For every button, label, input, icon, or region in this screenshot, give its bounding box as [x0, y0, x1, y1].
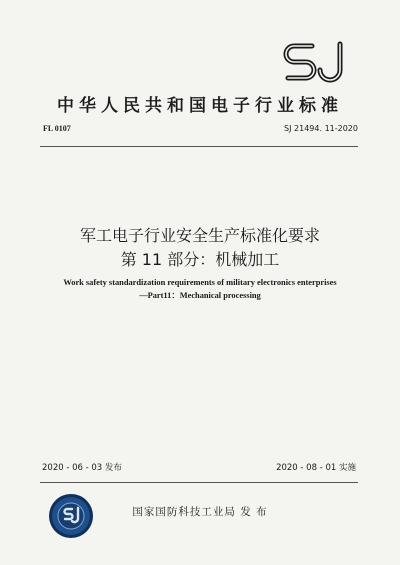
issue-date: 2020 - 06 - 03 发布	[42, 463, 122, 473]
implementation-date: 2020 - 08 - 01 实施	[276, 463, 356, 473]
chinese-title-line-2: 第 11 部分：机械加工	[120, 250, 280, 269]
chinese-title	[0, 224, 400, 272]
sj-logo	[282, 38, 360, 86]
english-title-line-2: —Part11：Mechanical processing	[139, 291, 261, 300]
english-title	[0, 276, 400, 302]
publisher-line: 国家国防科技工业局 发 布	[132, 506, 268, 518]
classification-code: FL 0107	[43, 124, 71, 133]
bottom-divider	[40, 482, 358, 483]
standard-number: SJ 21494. 11-2020	[284, 124, 358, 133]
chinese-title-line-1: 军工电子行业安全生产标准化要求	[79, 226, 320, 245]
english-title-line-1: Work safety standardization requirements of military electronics enterprises	[63, 278, 337, 287]
top-divider	[40, 146, 358, 147]
standard-title: 中华人民共和国电子行业标准	[57, 96, 343, 116]
